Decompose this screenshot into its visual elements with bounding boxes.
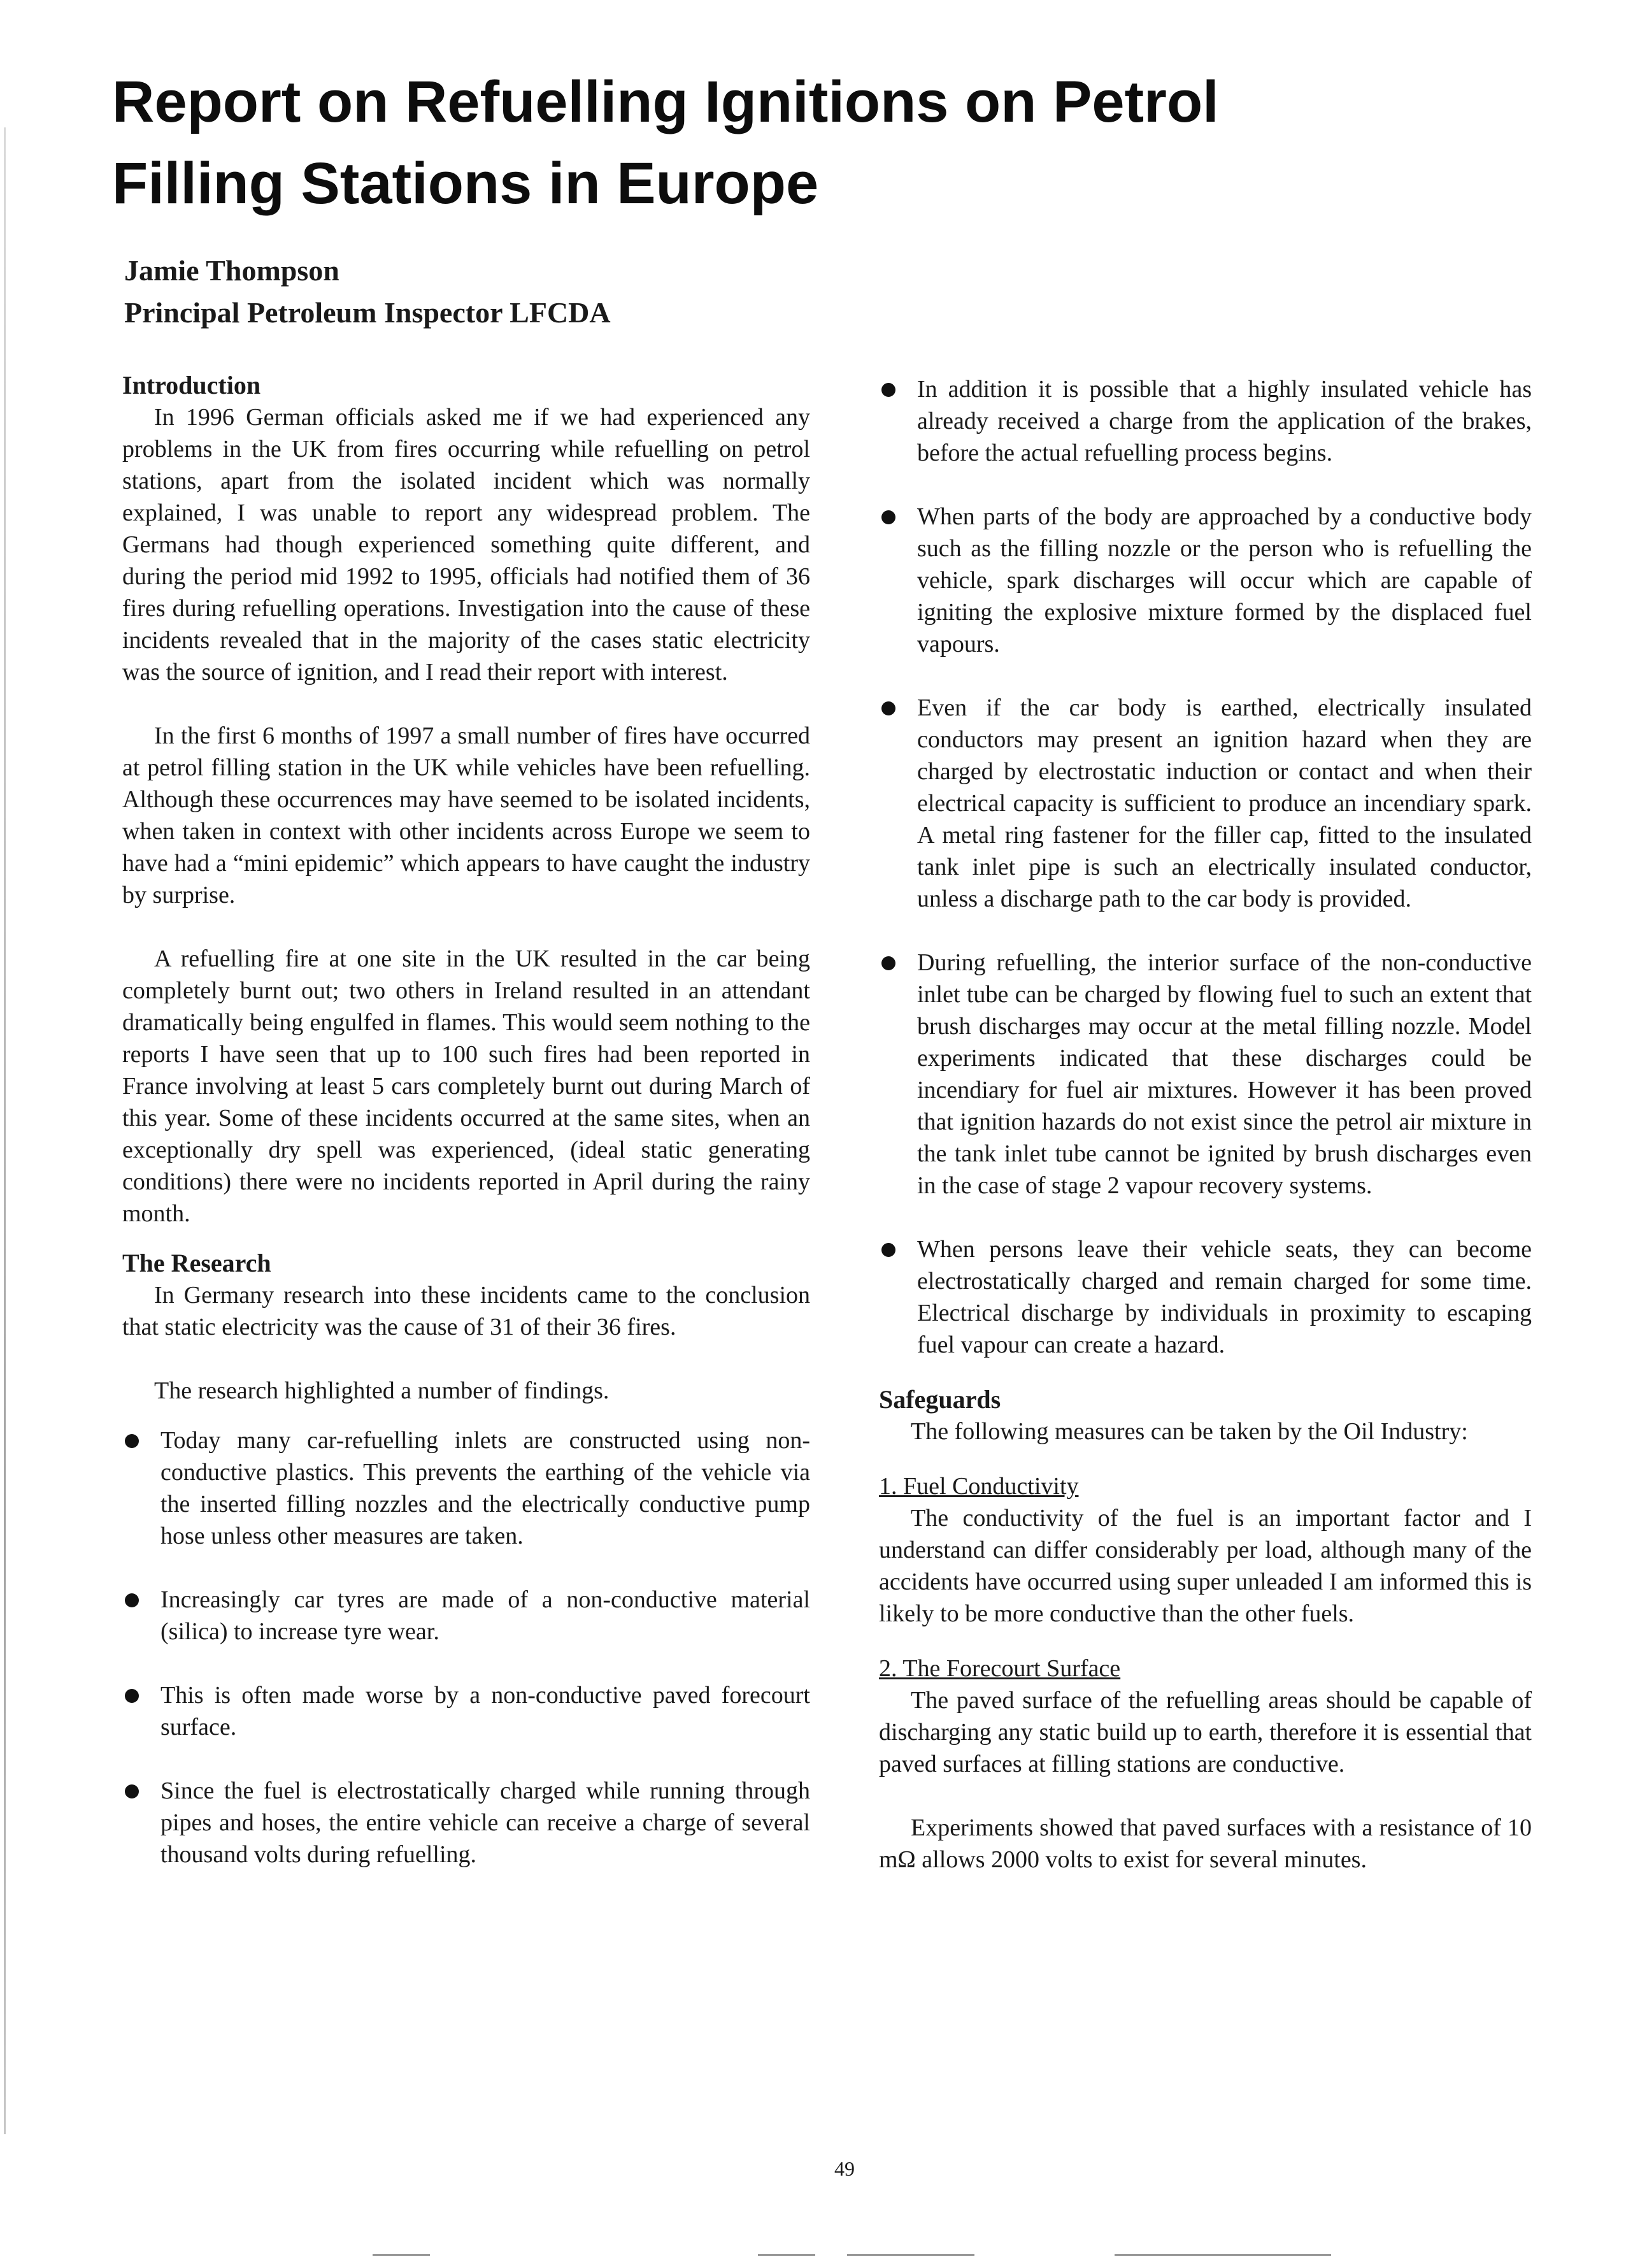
research-intro: In Germany research into these incidents came to the conclusion that static electricity was the cause of 31 of their 36 fires.	[122, 1282, 810, 1340]
right-column	[879, 373, 1532, 1876]
author-name: Jamie Thompson	[124, 254, 339, 287]
safeguards-intro: The following measures can be taken by the Oil Industry:	[911, 1418, 1468, 1445]
left-column	[122, 370, 810, 1870]
scan-mark	[758, 2254, 815, 2256]
findings-intro: The research highlighted a number of findings.	[154, 1377, 610, 1404]
scan-mark	[373, 2254, 430, 2256]
finding-item: When persons leave their vehicle seats, they can become electrostatically charged and remain charged for some time. Electrical discharge by individuals in proximity to escaping fuel vapour can create a hazard.	[879, 1233, 1532, 1361]
finding-item: Even if the car body is earthed, electrically insulated conductors may present an ignition hazard when they are charged by electrostatic induction or contact and when their electrical capacity is sufficient to produce an incendiary spark. A metal ring fastener for the filler cap, fitted to the insulated tank inlet pipe is such an electrically insulated conductor, unless a discharge path to the car body is provided.	[879, 692, 1532, 915]
finding-item: During refuelling, the interior surface of the non-conductive inlet tube can be charged by flowing fuel to such an extent that brush discharges may occur at the metal filling nozzle. Model experiments indicated that these discharges could be incendiary for fuel air mixtures. However it has been proved that ignition hazards do not exist since the petrol air mixture in the tank inlet tube cannot be ignited by brush discharges even in the case of stage 2 vapour recovery systems.	[879, 947, 1532, 1202]
article-title	[112, 61, 1545, 224]
fuel-conductivity-heading: 1. Fuel Conductivity	[879, 1473, 1079, 1500]
intro-paragraph-3: A refuelling fire at one site in the UK resulted in the car being completely burnt out; two others in Ireland resulted in an attendant dramatically being engulfed in flames. This would seem nothing to the reports I have seen that up to 100 such fires had been reported in France involving at least 5 cars completely burnt out during March of this year. Some of these incidents occurred at the same sites, when an exceptionally dry spell was experienced, (ideal static generating conditions) there were no incidents reported in April during the rainy month.	[122, 945, 810, 1227]
title-line-1: Report on Refuelling Ignitions on Petrol	[112, 69, 1219, 134]
author-block	[124, 250, 1016, 334]
title-line-2: Filling Stations in Europe	[112, 151, 819, 216]
finding-item: Today many car-refuelling inlets are constructed using non-conductive plastics. This prevents the earthing of the vehicle via the inserted filling nozzles and the electrically conductive pump hose unless other measures are taken.	[122, 1425, 810, 1552]
intro-paragraph-2: In the first 6 months of 1997 a small number of fires have occurred at petrol filling station in the UK while vehicles have been refuelling. Although these occurrences may have seemed to be isolated incidents, when taken in context with other incidents across Europe we seem to have had a “mini epidemic” which appears to have caught the industry by surprise.	[122, 722, 810, 908]
finding-item: In addition it is possible that a highly insulated vehicle has already received a charge from the application of the brakes, before the actual refuelling process begins.	[879, 373, 1532, 469]
finding-item: When parts of the body are approached by a conductive body such as the filling nozzle or the person who is refuelling the vehicle, spark discharges will occur which are capable of igniting the explosive mixture formed by the displaced fuel vapours.	[879, 501, 1532, 660]
scan-mark	[1115, 2254, 1331, 2256]
scan-mark	[847, 2254, 974, 2256]
forecourt-surface-heading: 2. The Forecourt Surface	[879, 1655, 1121, 1682]
finding-item: Increasingly car tyres are made of a non-conductive material (silica) to increase tyre wear.	[122, 1584, 810, 1647]
fuel-conductivity-paragraph: The conductivity of the fuel is an important factor and I understand can differ considerably per load, although many of the accidents have occurred using super unleaded I am informed this is likely to be more conductive than the other fuels.	[879, 1505, 1532, 1627]
safeguards-heading: Safeguards	[879, 1385, 1001, 1414]
finding-item: Since the fuel is electrostatically charged while running through pipes and hoses, the entire vehicle can receive a charge of several thousand volts during refuelling.	[122, 1775, 810, 1870]
intro-paragraph-1: In 1996 German officials asked me if we had experienced any problems in the UK from fires occurring while refuelling on petrol stations, apart from the isolated incident which was normally explained, I was unable to report any widespread problem. The Germans had though experienced something quite different, and during the period mid 1992 to 1995, officials had notified them of 36 fires during refuelling operations. Investigation into the cause of these incidents revealed that in the majority of the cases static electricity was the source of ignition, and I read their report with interest.	[122, 404, 810, 685]
findings-list-left	[122, 1425, 810, 1870]
forecourt-surface-paragraph-2: Experiments showed that paved surfaces with a resistance of 10 mΩ allows 2000 volts to exist for several minutes.	[879, 1814, 1532, 1873]
finding-item: This is often made worse by a non-conductive paved forecourt surface.	[122, 1679, 810, 1743]
page-number: 49	[834, 2157, 855, 2180]
scan-edge-line	[4, 127, 6, 2134]
findings-list-right	[879, 373, 1532, 1361]
forecourt-surface-paragraph-1: The paved surface of the refuelling areas should be capable of discharging any static build up to earth, therefore it is essential that paved surfaces at filling stations are conductive.	[879, 1687, 1532, 1777]
author-position: Principal Petroleum Inspector LFCDA	[124, 296, 611, 329]
introduction-heading: Introduction	[122, 371, 261, 399]
research-heading: The Research	[122, 1249, 271, 1277]
